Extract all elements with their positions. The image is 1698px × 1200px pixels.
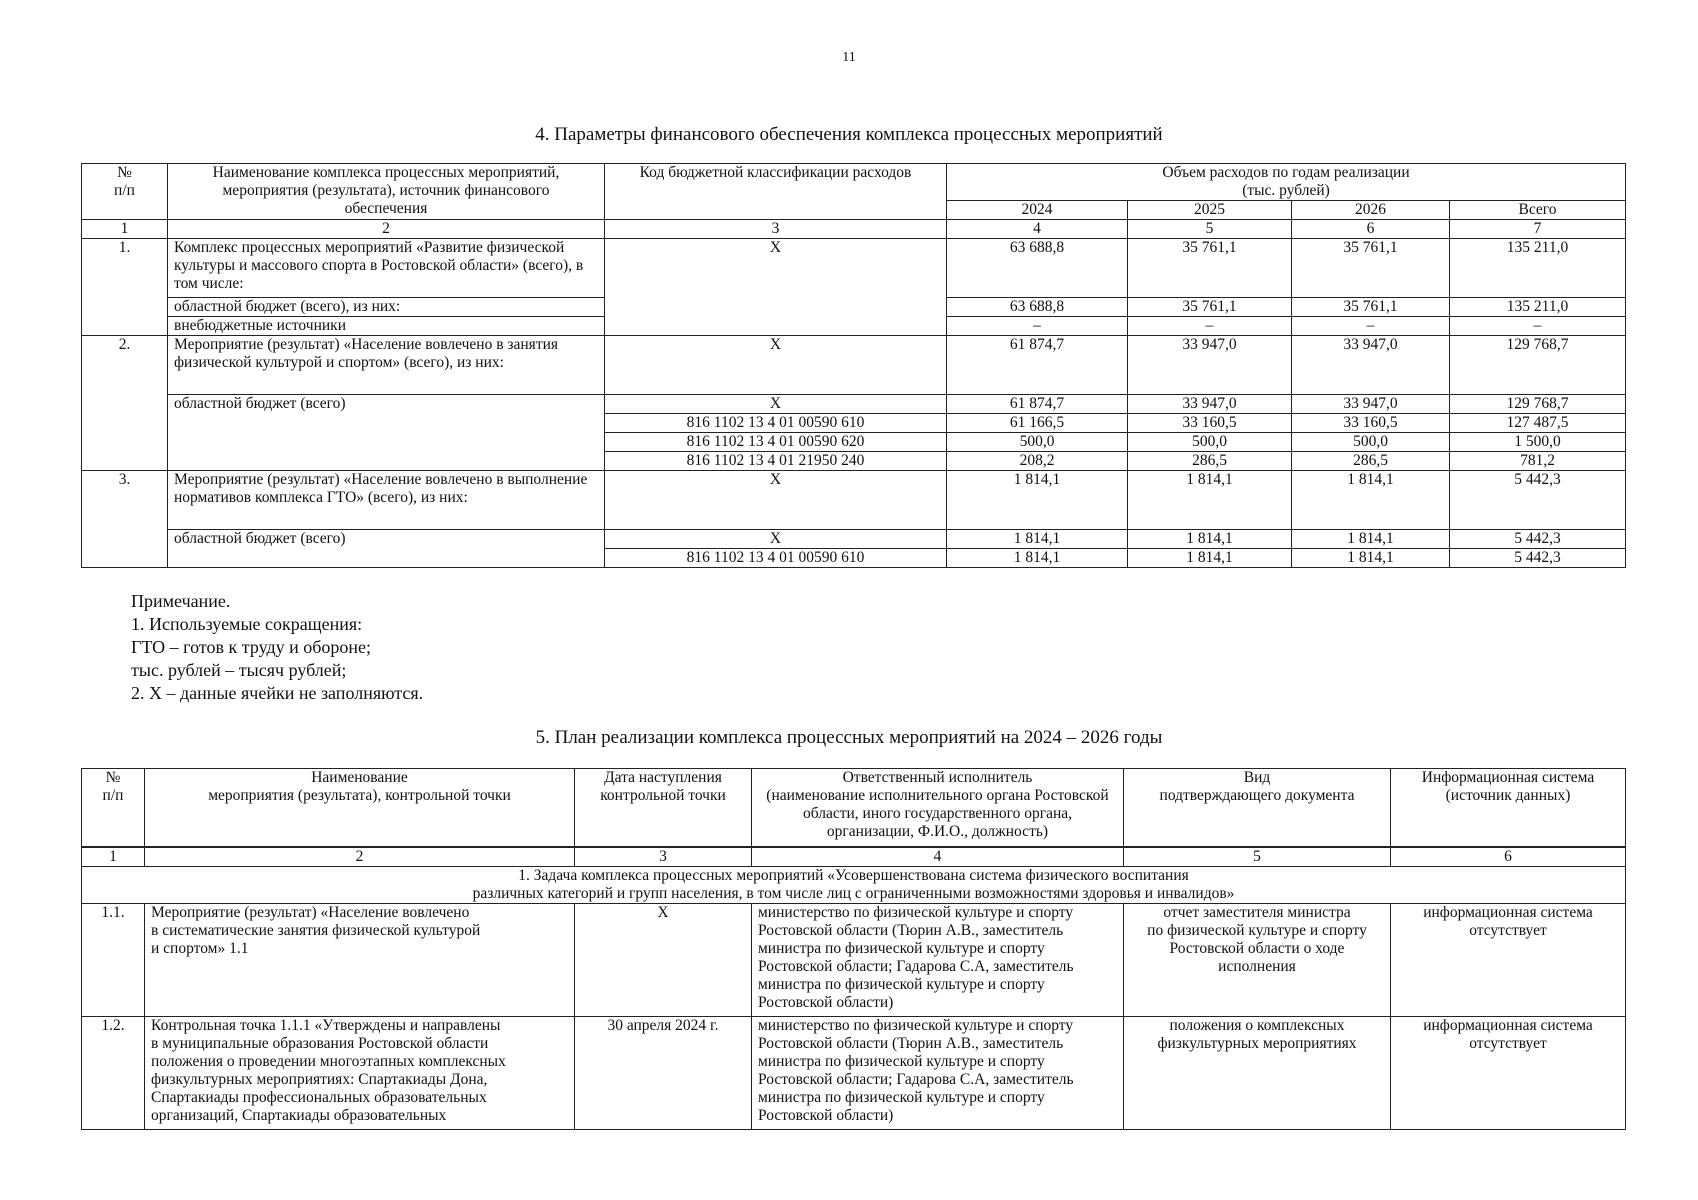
header-name: Наименование мероприятия (результата), контрольной точки [145,769,575,847]
row-code: X [605,530,947,549]
row-name: областной бюджет (всего) [168,395,605,471]
row-value: 1 814,1 [1128,471,1292,530]
col-num: 4 [947,220,1128,239]
header-volume: Объем расходов по годам реализации (тыс. рублей) [947,164,1626,201]
col-num: 7 [1450,220,1626,239]
row-code: 816 1102 13 4 01 00590 620 [605,433,947,452]
row-value: 1 814,1 [1128,530,1292,549]
col-num: 6 [1292,220,1450,239]
page-number: 11 [842,50,856,65]
row-value: 5 442,3 [1450,471,1626,530]
row-value: 35 761,1 [1292,298,1450,317]
row-value: – [947,317,1128,336]
col-num: 3 [605,220,947,239]
row-value: 500,0 [1128,433,1292,452]
row-doc: положения о комплексных физкультурных мероприятиях [1124,1016,1391,1129]
row-value: 1 814,1 [947,530,1128,549]
row-value: 35 761,1 [1292,239,1450,298]
row-code: 816 1102 13 4 01 00590 610 [605,414,947,433]
row-name: областной бюджет (всего), из них: [168,298,605,317]
row-value: 61 874,7 [947,395,1128,414]
table-row [82,903,1626,1016]
row-name: Мероприятие (результат) «Население вовлечено в систематические занятия физической культурой и спортом» 1.1 [145,903,575,1016]
row-code: X [605,239,947,336]
row-num: 3. [82,471,168,568]
col-num: 5 [1124,847,1391,867]
row-date: X [575,903,752,1016]
note-line: ГТО – готов к труду и обороне; [131,637,372,657]
row-value: 1 500,0 [1450,433,1626,452]
row-value: – [1128,317,1292,336]
section-4-title: 4. Параметры финансового обеспечения комплекса процессных мероприятий [535,124,1163,145]
row-code: X [605,336,947,395]
col-num: 2 [145,847,575,867]
plan-table [81,768,1626,1130]
table-row [82,239,1626,298]
row-value: 63 688,8 [947,298,1128,317]
row-value: 33 160,5 [1292,414,1450,433]
row-num: 1. [82,239,168,336]
task-row [82,866,1626,903]
header-name: Наименование комплекса процессных мероприятий, мероприятия (результата), источник финансового обеспечения [168,164,605,220]
row-executor: министерство по физической культуре и спорту Ростовской области (Тюрин А.В., заместитель министра по физической культуре и спорту Ростовской области; Гадарова С.А, заместитель министра по физической культуре и спорту Ростовской области) [752,903,1124,1016]
row-system: информационная система отсутствует [1391,903,1626,1016]
row-date: 30 апреля 2024 г. [575,1016,752,1129]
row-value: – [1292,317,1450,336]
row-value: – [1450,317,1626,336]
header-2024: 2024 [947,201,1128,220]
row-value: 129 768,7 [1450,336,1626,395]
row-code: 816 1102 13 4 01 21950 240 [605,452,947,471]
table-row [82,530,1626,549]
header-total: Всего [1450,201,1626,220]
row-code: X [605,471,947,530]
financial-table [81,163,1626,568]
row-value: 208,2 [947,452,1128,471]
row-name: Комплекс процессных мероприятий «Развитие физической культуры и массового спорта в Ростовской области» (всего), в том числе: [168,239,605,298]
note-line: 1. Используемые сокращения: [131,614,363,634]
task-title: 1. Задача комплекса процессных мероприятий «Усовершенствована система физического воспитания различных категорий и групп населения, в том числе лиц с ограниченными возможностями здоровья и инвалидов» [82,866,1626,903]
header-system: Информационная система (источник данных) [1391,769,1626,847]
row-value: 286,5 [1128,452,1292,471]
note-line: 2. X – данные ячейки не заполняются. [131,683,424,703]
row-num: 2. [82,336,168,471]
row-num: 1.1. [82,903,145,1016]
row-value: 1 814,1 [947,471,1128,530]
row-code: 816 1102 13 4 01 00590 610 [605,549,947,568]
row-code: X [605,395,947,414]
column-number-row [82,847,1626,867]
row-value: 1 814,1 [1292,530,1450,549]
row-name: внебюджетные источники [168,317,605,336]
row-name: областной бюджет (всего) [168,530,605,568]
row-value: 1 814,1 [947,549,1128,568]
table-row [82,336,1626,395]
row-value: 135 211,0 [1450,298,1626,317]
row-value: 33 947,0 [1292,336,1450,395]
row-value: 5 442,3 [1450,549,1626,568]
row-value: 781,2 [1450,452,1626,471]
row-doc: отчет заместителя министра по физической культуре и спорту Ростовской области о ходе исполнения [1124,903,1391,1016]
table-row [82,395,1626,414]
row-value: 33 947,0 [1128,336,1292,395]
row-value: 500,0 [1292,433,1450,452]
col-num: 6 [1391,847,1626,867]
row-value: 5 442,3 [1450,530,1626,549]
row-value: 33 947,0 [1292,395,1450,414]
row-value: 286,5 [1292,452,1450,471]
row-num: 1.2. [82,1016,145,1129]
note-line: Примечание. [131,591,231,611]
row-value: 61 166,5 [947,414,1128,433]
row-system: информационная система отсутствует [1391,1016,1626,1129]
header-2025: 2025 [1128,201,1292,220]
col-num: 3 [575,847,752,867]
header-doc: Вид подтверждающего документа [1124,769,1391,847]
header-date: Дата наступления контрольной точки [575,769,752,847]
row-value: 33 947,0 [1128,395,1292,414]
row-value: 33 160,5 [1128,414,1292,433]
header-2026: 2026 [1292,201,1450,220]
row-name: Контрольная точка 1.1.1 «Утверждены и направлены в муниципальные образования Ростовской области положения о проведении многоэтапных комплексных физкультурных мероприятиях: Спартакиады Дона, Спартакиады профессиональных образовательных организаций, Спартакиады образовательных [145,1016,575,1129]
col-num: 4 [752,847,1124,867]
row-value: 63 688,8 [947,239,1128,298]
col-num: 1 [82,220,168,239]
header-code: Код бюджетной классификации расходов [605,164,947,220]
col-num: 1 [82,847,145,867]
row-value: 135 211,0 [1450,239,1626,298]
table-row [82,471,1626,530]
table-row [82,1016,1626,1129]
row-value: 127 487,5 [1450,414,1626,433]
table-header-row [82,164,1626,201]
row-value: 500,0 [947,433,1128,452]
row-value: 1 814,1 [1292,471,1450,530]
row-name: Мероприятие (результат) «Население вовлечено в занятия физической культурой и спортом» (всего), из них: [168,336,605,395]
note-line: тыс. рублей – тысяч рублей; [131,660,347,680]
header-num: № п/п [82,769,145,847]
column-number-row [82,220,1626,239]
header-num: № п/п [82,164,168,220]
note-block [131,590,423,705]
row-value: 1 814,1 [1128,549,1292,568]
row-value: 35 761,1 [1128,298,1292,317]
row-executor: министерство по физической культуре и спорту Ростовской области (Тюрин А.В., заместитель министра по физической культуре и спорту Ростовской области; Гадарова С.А, заместитель министра по физической культуре и спорту Ростовской области) [752,1016,1124,1129]
row-value: 61 874,7 [947,336,1128,395]
row-value: 129 768,7 [1450,395,1626,414]
col-num: 5 [1128,220,1292,239]
row-name: Мероприятие (результат) «Население вовлечено в выполнение нормативов комплекса ГТО» (всего), из них: [168,471,605,530]
section-5-title: 5. План реализации комплекса процессных мероприятий на 2024 – 2026 годы [535,727,1163,748]
col-num: 2 [168,220,605,239]
table-header-row [82,769,1626,847]
row-value: 35 761,1 [1128,239,1292,298]
header-executor: Ответственный исполнитель (наименование исполнительного органа Ростовской области, иного государственного органа, организации, Ф.И.О., должность) [752,769,1124,847]
row-value: 1 814,1 [1292,549,1450,568]
